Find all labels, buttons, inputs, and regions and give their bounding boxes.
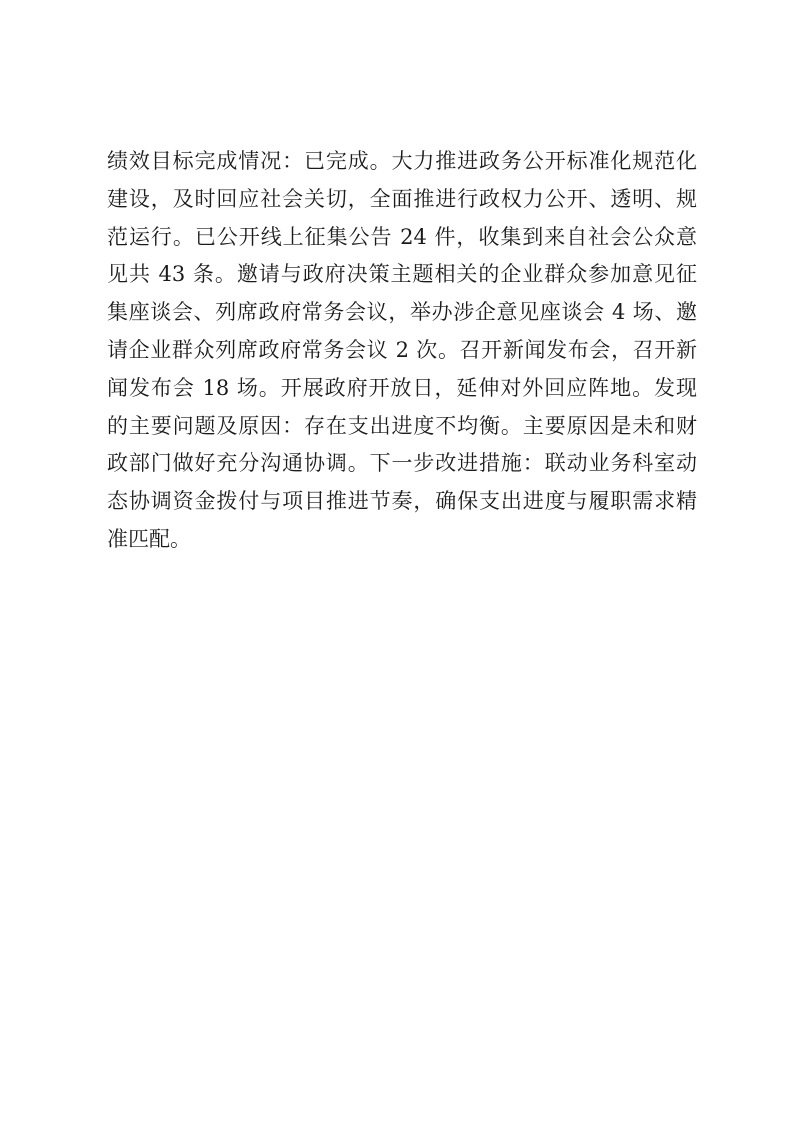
text-line-8: 的主要问题及原因：存在支出进度不均衡。主要原因是未和财 bbox=[107, 413, 697, 438]
text-line-4: 见共 43 条。邀请与政府决策主题相关的企业群众参加意见征 bbox=[107, 262, 697, 287]
text-line-9: 政部门做好充分沟通协调。下一步改进措施：联动业务科室动 bbox=[107, 451, 697, 476]
body-paragraph bbox=[107, 143, 697, 559]
text-line-2: 建设，及时回应社会关切，全面推进行政权力公开、透明、规 bbox=[107, 186, 697, 211]
text-line-5: 集座谈会、列席政府常务会议，举办涉企意见座谈会 4 场、邀 bbox=[107, 300, 697, 325]
text-line-11: 准匹配。 bbox=[107, 526, 191, 551]
text-line-3: 范运行。已公开线上征集公告 24 件，收集到来自社会公众意 bbox=[107, 224, 697, 249]
text-line-1: 绩效目标完成情况：已完成。大力推进政务公开标准化规范化 bbox=[107, 149, 697, 173]
text-line-7: 闻发布会 18 场。开展政府开放日，延伸对外回应阵地。发现 bbox=[107, 375, 697, 400]
text-line-6: 请企业群众列席政府常务会议 2 次。召开新闻发布会，召开新 bbox=[107, 337, 697, 362]
text-line-10: 态协调资金拨付与项目推进节奏，确保支出进度与履职需求精 bbox=[107, 489, 697, 514]
